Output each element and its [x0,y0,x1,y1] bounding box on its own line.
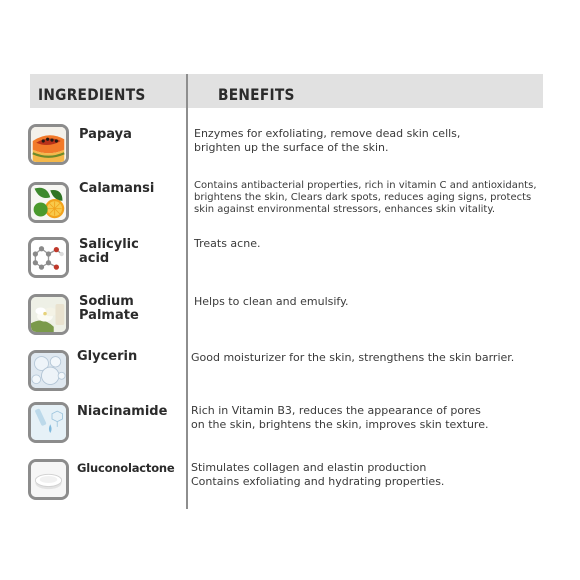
ingredient-name: Salicylic acid [79,237,139,266]
ingredient-name: Niacinamide [77,404,168,419]
ingredient-name: Glycerin [77,349,138,364]
benefits-heading: BENEFITS [218,85,295,104]
molecule-icon [28,237,69,278]
papaya-icon [28,124,69,165]
powder-icon [28,459,69,500]
column-divider [186,74,188,509]
ingredient-name: Calamansi [79,181,155,196]
ingredient-benefit: Contains antibacterial properties, rich in vitamin C and antioxidants, brightens the skin, Clears dark spots, reduces aging signs, protects skin against environmental stressors, enhances skin vitality. [194,180,537,215]
calamansi-icon [28,182,69,223]
ingredient-benefit: Good moisturizer for the skin, strengthens the skin barrier. [191,351,515,364]
ingredient-benefit: Helps to clean and emulsify. [194,295,349,308]
ingredient-name: Sodium Palmate [79,294,139,323]
ingredient-name: Gluconolactone [77,461,175,475]
ingredient-benefit: Stimulates collagen and elastin production Contains exfoliating and hydrating properties. [191,461,445,488]
ingredient-benefit: Rich in Vitamin B3, reduces the appearance of pores on the skin, brightens the skin, improves skin texture. [191,404,489,431]
flower-icon [28,294,69,335]
ingredient-benefit: Enzymes for exfoliating, remove dead skin cells, brighten up the surface of the skin. [194,127,461,154]
ingredient-benefit: Treats acne. [194,237,261,250]
ingredients-heading: INGREDIENTS [38,85,146,104]
ingredient-name: Papaya [79,127,132,142]
dropper-icon [28,402,69,443]
bubbles-icon [28,350,69,391]
